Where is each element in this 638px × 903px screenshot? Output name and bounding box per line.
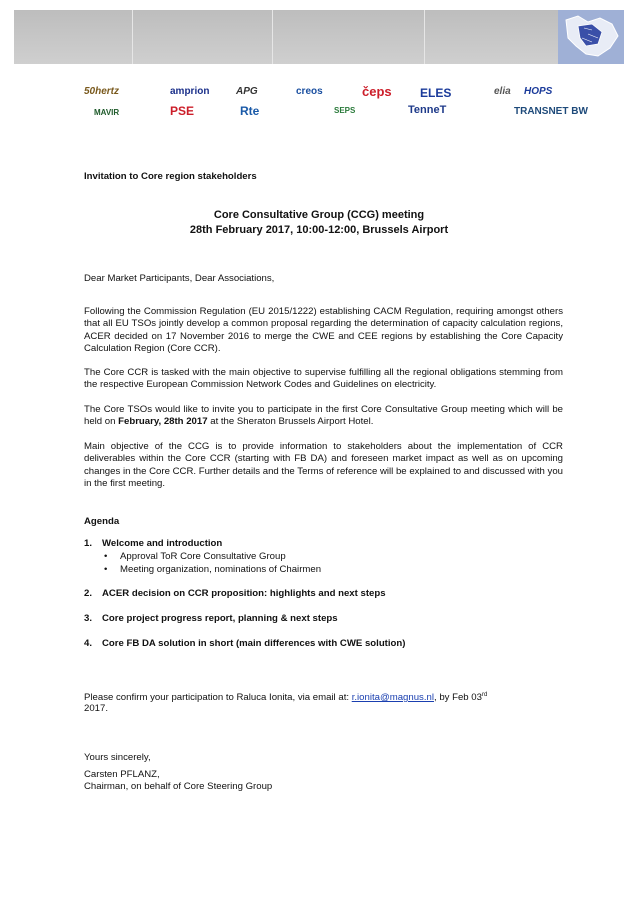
agenda-item-text: Welcome and introduction [102,538,223,549]
agenda-subitem [104,551,286,562]
logo-creos: creos [296,86,323,97]
logo-elia: elia [494,86,511,97]
agenda-item [84,638,405,649]
logo-hops: HOPS [524,86,553,97]
closing: Yours sincerely, [84,752,151,763]
signer-name: Carsten PFLANZ, [84,769,160,780]
header-band [14,10,624,64]
logo-apg: APG [236,86,258,97]
agenda-subitem-text: Meeting organization, nominations of Chairmen [120,564,322,575]
confirm-date: , by Feb 03 [433,692,482,704]
agenda-item-number: 1. [84,538,93,549]
confirm-year: 2017. [84,703,109,714]
header-segment [132,10,273,64]
bullet: • [104,564,108,575]
europe-map-icon [558,10,624,64]
meeting-title: Core Consultative Group (CCG) meeting [213,209,425,221]
agenda-item [84,613,338,624]
paragraph-4: Main objective of the CCG is to provide information to stakeholders about the implementation of CCR deliverables within the Core CCR (starting with FB DA) and foreseen market impact as well as on upcoming changes in the Core CCR. Further details and the Terms of reference will be explained to and discussed with you in the first meeting. [84,441,563,489]
paragraph-2: The Core CCR is tasked with the main objective to supervise fulfilling all the regional obligations stemming from the respective European Commission Network Codes and Guidelines on electricity. [84,367,563,391]
agenda-item-text: Core project progress report, planning & next steps [102,613,338,624]
paragraph-1: Following the Commission Regulation (EU 2015/1222) establishing CACM Regulation, requiring amongst others that all EU TSOs jointly develop a common proposal regarding the determination of capacity calculation regions, ACER decided on 17 November 2016 to merge the CWE and CEE regions by establishing the Core Capacity Calculation Region (Core CCR). [84,306,563,354]
logo-eles: ELES [420,86,452,100]
logo-ceps: čeps [362,84,392,99]
header-segment [14,10,133,64]
confirm-paragraph [84,689,563,704]
logo-amprion: amprion [170,86,210,97]
meeting-date: 28th February 2017, 10:00-12:00, Brussels Airport [189,224,449,236]
agenda-item-number: 2. [84,588,93,599]
meeting-date-inline: February, 28th 2017 [118,416,208,428]
logo-pse: PSE [170,104,195,118]
logo-50hertz: 50hertz [84,86,120,97]
agenda-subitem-text: Approval ToR Core Consultative Group [120,551,286,562]
ordinal-suffix: rd [481,692,488,698]
salutation: Dear Market Participants, Dear Associations, [84,273,275,284]
confirm-lead: Please confirm your participation to Raluca Ionita, via email at: [84,692,352,704]
bullet: • [104,551,108,562]
signer-role: Chairman, on behalf of Core Steering Group [84,781,273,792]
logo-rte: Rte [240,104,260,118]
agenda-item [84,588,386,599]
agenda-item-text: ACER decision on CCR proposition: highlights and next steps [102,588,386,599]
agenda-title: Agenda [84,516,120,527]
agenda-subitem [104,564,321,575]
invitation-heading: Invitation to Core region stakeholders [84,171,257,182]
logo-transnetbw: TRANSNET BW [514,106,588,117]
header-segment [272,10,425,64]
tso-logos [76,78,588,126]
agenda-item-number: 4. [84,638,93,649]
logo-tennet: TenneT [408,104,447,116]
agenda-item-text: Core FB DA solution in short (main differences with CWE solution) [102,638,406,649]
logo-mavir: MAVIR [94,108,120,117]
logo-seps: SEPS [334,106,356,115]
paragraph-3-tail: at the Sheraton Brussels Airport Hotel. [207,416,374,428]
email-link[interactable]: r.ionita@magnus.nl [351,692,434,704]
paragraph-3-lead: The Core TSOs would like to invite you to participate in the first Core Consultative Group meeting which will be held on [84,404,563,428]
agenda-item-number: 3. [84,613,93,624]
paragraph-3 [84,404,563,429]
agenda-item [84,538,222,549]
